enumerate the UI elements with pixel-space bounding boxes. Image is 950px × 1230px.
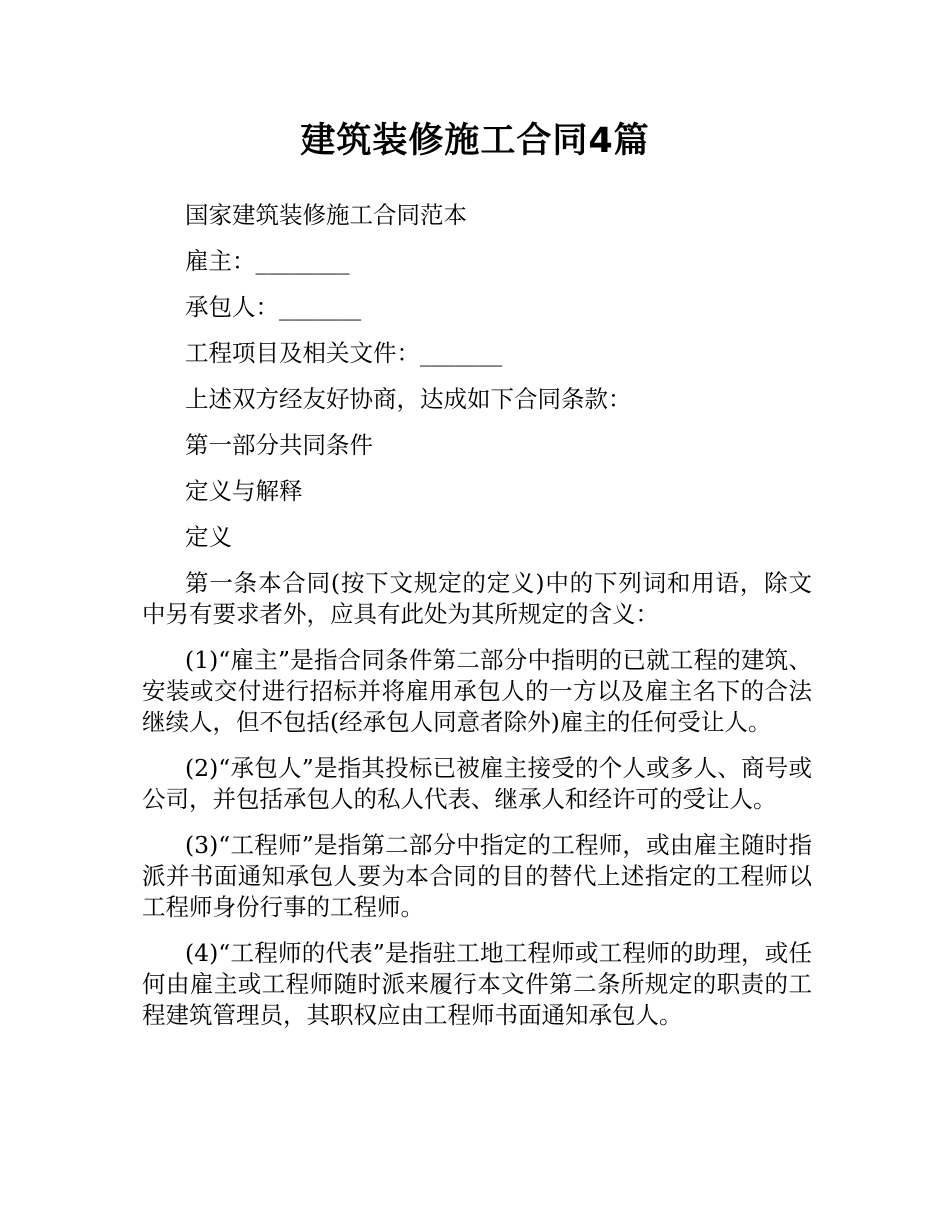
subtitle-line: 国家建筑装修施工合同范本 [185,201,467,229]
project-files-line: 工程项目及相关文件：_______ [185,339,503,367]
document-body [142,200,812,1046]
document-title: 建筑装修施工合同4篇 [300,121,650,161]
contractor-line: 承包人：_______ [185,293,362,321]
article-one-paragraph: 第一条本合同(按下文规定的定义)中的下列词和用语，除文中另有要求者外，应具有此处为其所规定的含义： [142,569,812,628]
part-heading: 第一部分共同条件 [185,431,373,459]
section-heading: 定义与解释 [185,477,303,505]
definition-engineer-representative-paragraph: (4)“工程师的代表”是指驻工地工程师或工程师的助理，或任何由雇主或工程师随时派来履行本文件第二条所规定的职责的工程建筑管理员，其职权应由工程师书面通知承包人。 [142,939,812,1029]
definition-contractor-paragraph: (2)“承包人”是指其投标已被雇主接受的个人或多人、商号或公司，并包括承包人的私人代表、继承人和经许可的受让人。 [142,754,812,813]
agreement-line: 上述双方经友好协商，达成如下合同条款： [185,385,632,413]
employer-line: 雇主：________ [185,247,350,275]
definition-heading: 定义 [185,523,232,551]
definition-engineer-paragraph: (3)“工程师”是指第二部分中指定的工程师，或由雇主随时指派并书面通知承包人要为本合同的目的替代上述指定的工程师以工程师身份行事的工程师。 [142,831,812,921]
definition-employer-paragraph: (1)“雇主”是指合同条件第二部分中指明的已就工程的建筑、安装或交付进行招标并将雇用承包人的一方以及雇主名下的合法继续人，但不包括(经承包人同意者除外)雇主的任何受让人。 [142,646,812,736]
